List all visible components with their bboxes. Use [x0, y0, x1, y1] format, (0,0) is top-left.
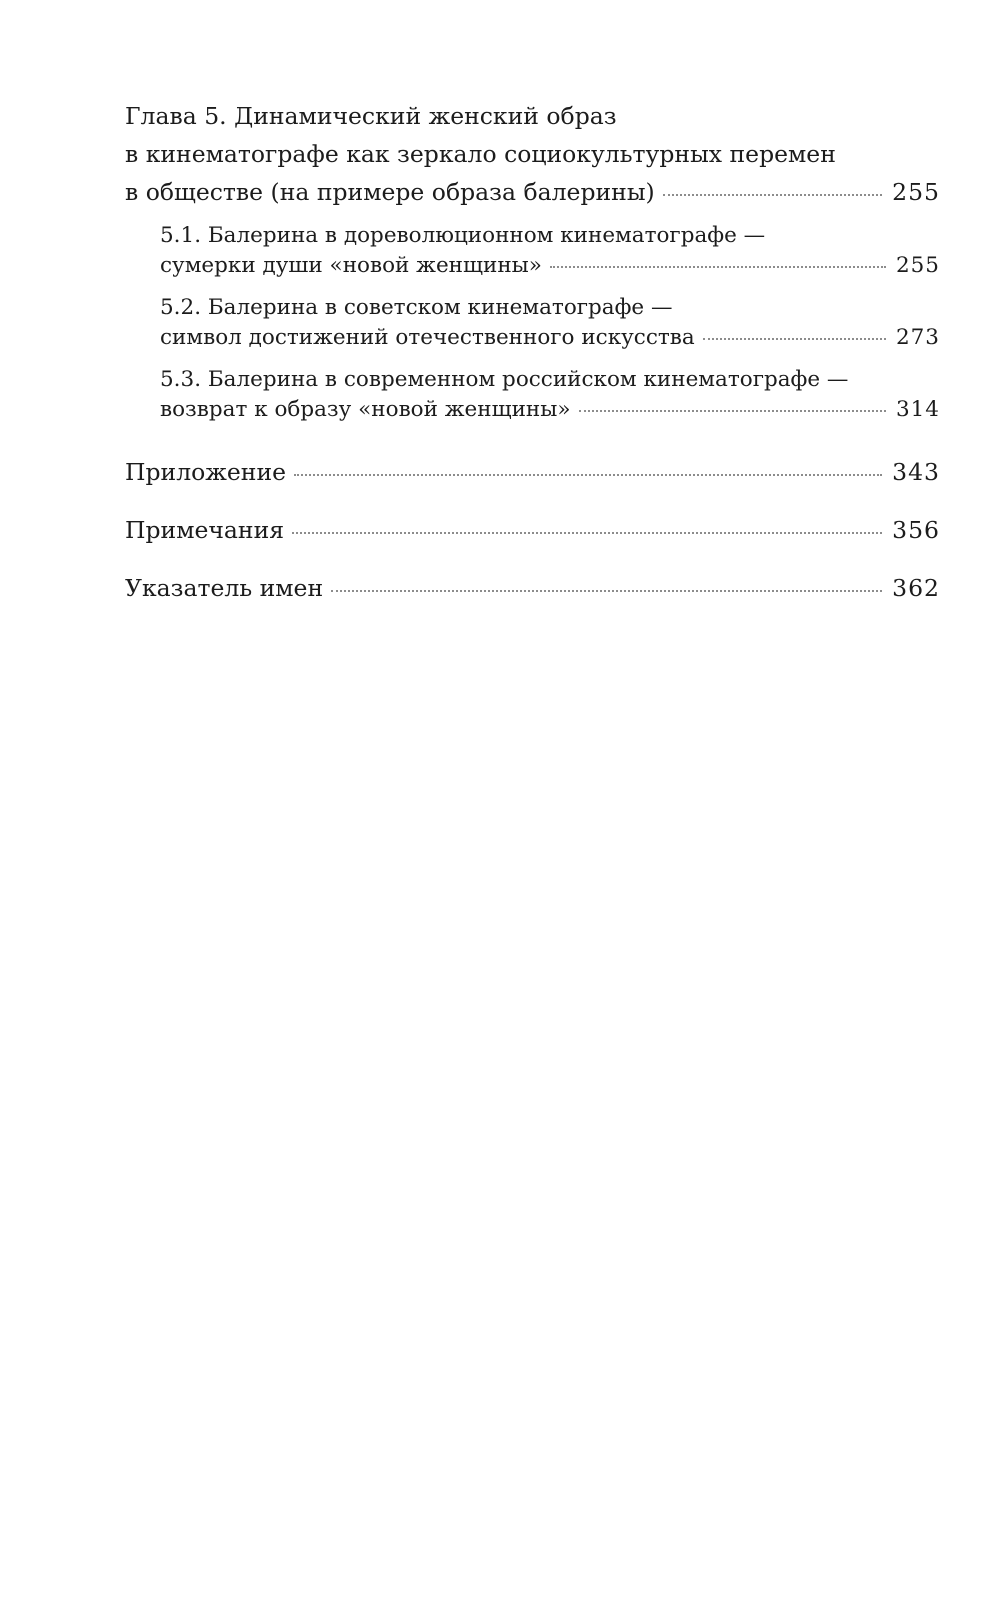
chapter-title-row [125, 173, 940, 211]
page-number: 314 [895, 397, 940, 422]
page-number: 343 [892, 458, 940, 486]
page-number: 255 [892, 178, 940, 206]
toc-entry-appendix [125, 453, 940, 491]
section-title-line-2: возврат к образу «новой женщины» [160, 397, 571, 422]
dot-leader [703, 337, 886, 340]
page-number: 273 [895, 325, 940, 350]
section-title-row [160, 251, 940, 281]
table-of-contents [125, 97, 940, 607]
toc-entry-section-5-3 [160, 365, 940, 425]
chapter-title-line-3: в обществе (на примере образа балерины) [125, 178, 655, 206]
section-title-line-2: символ достижений отечественного искусства [160, 325, 695, 350]
dot-leader [294, 473, 882, 476]
dot-leader [579, 409, 886, 412]
toc-entry-chapter-5 [125, 97, 940, 211]
dot-leader [331, 589, 882, 592]
section-title-row [160, 395, 940, 425]
toc-entry-name-index [125, 569, 940, 607]
entry-title: Указатель имен [125, 574, 324, 602]
page-number: 356 [892, 516, 940, 544]
section-title-line-2: сумерки души «новой женщины» [160, 253, 542, 278]
section-title-line-1: 5.1. Балерина в дореволюционном кинематографе — [160, 223, 766, 248]
section-title-row [160, 323, 940, 353]
section-title-line-1: 5.3. Балерина в современном российском кинематографе — [160, 367, 849, 392]
page-number: 255 [895, 253, 940, 278]
chapter-5-sections [160, 221, 940, 425]
entry-title: Приложение [125, 458, 287, 486]
chapter-title-line-2: в кинематографе как зеркало социокультурных перемен [125, 140, 836, 168]
chapter-title-line-1: Глава 5. Динамический женский образ [125, 102, 617, 130]
dot-leader [663, 193, 882, 196]
entry-title: Примечания [125, 516, 285, 544]
toc-entry-notes [125, 511, 940, 549]
section-title-line-1: 5.2. Балерина в советском кинематографе — [160, 295, 673, 320]
toc-entry-section-5-1 [160, 221, 940, 281]
dot-leader [550, 265, 886, 268]
dot-leader [292, 531, 882, 534]
toc-entry-section-5-2 [160, 293, 940, 353]
page-number: 362 [892, 574, 940, 602]
